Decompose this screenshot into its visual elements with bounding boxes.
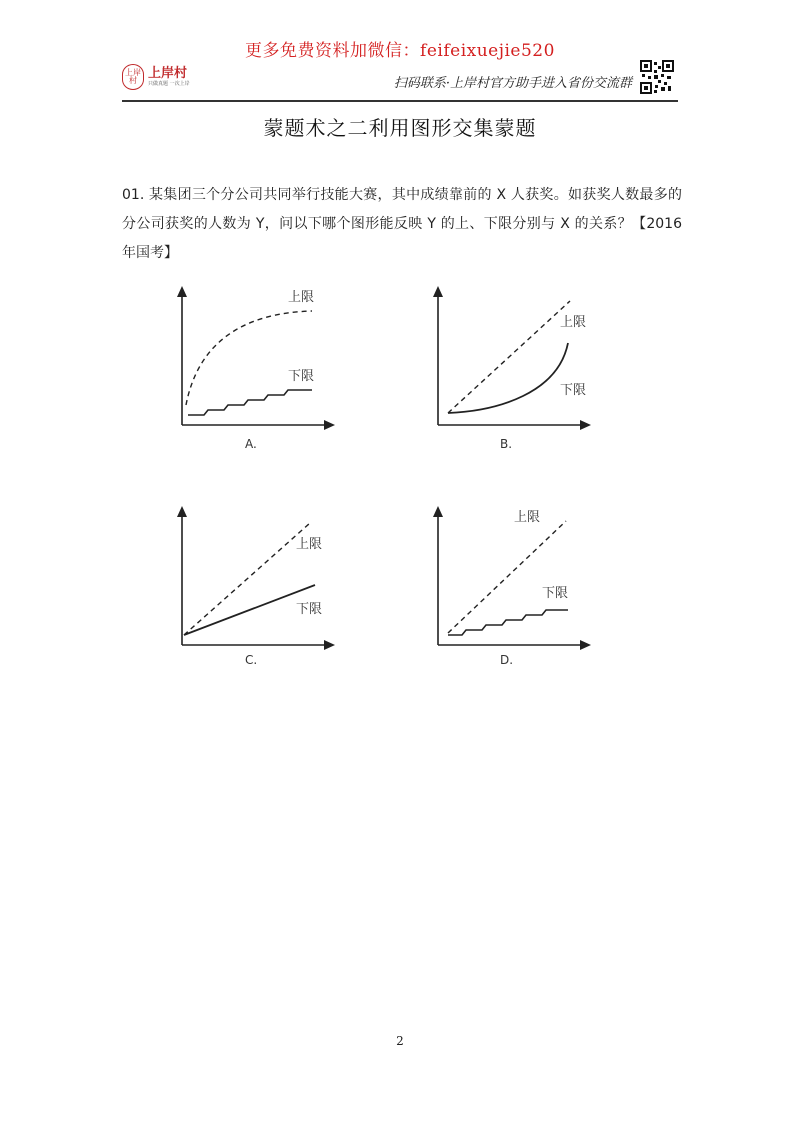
option-label: A. — [245, 437, 257, 451]
chart-option-b — [428, 283, 598, 453]
lower-bound-label: 下限 — [560, 383, 587, 398]
upper-bound-label: 上限 — [296, 537, 323, 552]
document-title: 蒙题术之二利用图形交集蒙题 — [263, 116, 537, 140]
logo-name: 上岸村 — [148, 65, 188, 81]
upper-bound-label: 上限 — [288, 290, 315, 305]
y-axis-arrow — [177, 286, 187, 297]
y-axis-arrow — [433, 286, 443, 297]
upper-bound-line — [448, 521, 569, 633]
logo-slogan: 只做真题 一次上岸 — [148, 80, 190, 87]
y-axis-arrow — [433, 506, 443, 517]
option-label: D. — [500, 653, 514, 667]
y-axis-arrow — [177, 506, 187, 517]
lower-bound-label: 下限 — [542, 586, 569, 601]
page-header — [122, 58, 678, 102]
promo-banner: 更多免费资料加微信：feifeixuejie520 — [245, 41, 555, 61]
option-label: C. — [245, 653, 258, 667]
x-axis-arrow — [580, 640, 591, 650]
option-label: B. — [500, 437, 513, 451]
x-axis-arrow — [324, 420, 335, 430]
header-slogan: 扫码联系·上岸村官方助手进入省份交流群 — [393, 76, 632, 91]
lower-bound-line — [448, 610, 568, 635]
qr-code-icon[interactable] — [640, 60, 674, 94]
lower-bound-line — [188, 390, 312, 415]
upper-bound-label: 上限 — [560, 315, 587, 330]
upper-bound-line — [186, 311, 315, 405]
logo-seal: 上岸村 — [122, 64, 144, 90]
x-axis-arrow — [580, 420, 591, 430]
chart-option-a — [172, 283, 342, 453]
chart-option-d — [428, 503, 598, 673]
chart-option-c — [172, 503, 342, 673]
lower-bound-line — [448, 343, 568, 413]
question-text: 01. 某集团三个分公司共同举行技能大赛，其中成绩靠前的 X 人获奖。如获奖人数最多的分公司获奖的人数为 Y，问以下哪个图形能反映 Y 的上、下限分别与 X 的关系？【2016 年国考】 — [122, 187, 682, 261]
page-number: 2 — [396, 1034, 404, 1048]
lower-bound-label: 下限 — [288, 369, 315, 384]
lower-bound-label: 下限 — [296, 602, 323, 617]
brand-logo — [122, 64, 190, 90]
upper-bound-label: 上限 — [514, 510, 541, 525]
upper-bound-line — [448, 301, 570, 413]
x-axis-arrow — [324, 640, 335, 650]
upper-bound-line — [184, 523, 310, 635]
